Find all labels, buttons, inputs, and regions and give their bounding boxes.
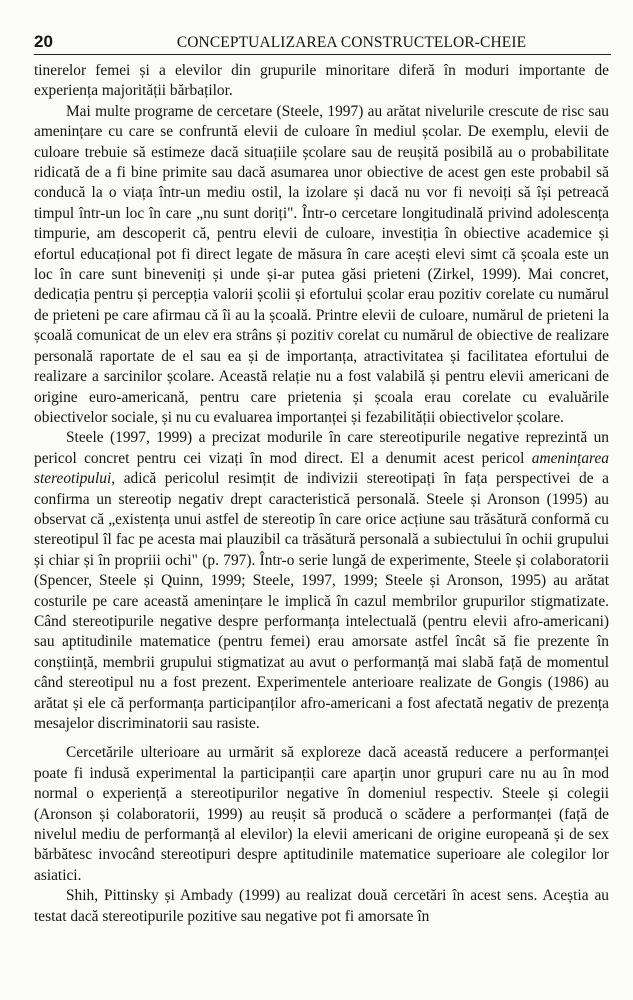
italic-term: amenințarea stereotipului (34, 449, 609, 488)
page-header (34, 30, 611, 55)
paragraph-shih-study: Shih, Pittinsky și Ambady (1999) au realizat două cercetări în acest sens. Aceștia au testat dacă stereotipurile pozitive sau negative pot fi amorsate în (34, 887, 609, 925)
body-text (34, 61, 609, 927)
running-head: CONCEPTUALIZAREA CONSTRUCTELOR-CHEIE (176, 34, 527, 51)
paragraph-risk-threat: Mai multe programe de cercetare (Steele, 1997) au arătat nivelurile crescute de risc sau amenințare cu care se confruntă elevii de culoare în mediul școlar. De exemplu, elevii de culoare trebuie să estimeze dacă situațiile școlare sau de reușită posibilă au o probabilitate ridicată de a fi bine primite sau dacă asumarea unor obiective de acest gen este probabil să conducă la o viața într-un mediu ostil, la izolare și dacă nu vor fi nevoiți să își petreacă timpul într-un loc în care „nu sunt doriți". Într-o cercetare longitudinală privind adolescența timpurie, am descoperit că, pentru elevii de culoare, investiția în obiective academice și efortul educațional pot fi direct legate de măsura în care acești elevi simt că școala este un loc în care sunt bineveniți și unde și-ar putea găsi prieteni (Zirkel, 1999). Mai concret, dedicația pentru și percepția valorii școlii și efortului școlar erau pozitiv corelate cu numărul de prieteni pe care afirmau că îi au la școală. Printre elevii de culoare, numărul de prieteni la școală comunicat de un elev era strâns și pozitiv corelat cu numărul de obiective de realizare personală raportate de el sau ea și de importanța, atractivitatea și facilitatea efortului de realizare a sarcinilor școlare. Această relație nu a fost valabilă și pentru elevii americani de origine euro-americană, pentru care prietenia și școala erau corelate cu evaluările obiectivelor sociale, și nu cu evaluarea importanței și fezabilității obiectivelor școlare. (34, 102, 609, 426)
paragraph-later-research: Cercetările ulterioare au urmărit să exploreze dacă această reducere a performanței poate fi indusă experimental la participanții care aparțin unor grupuri care nu au în mod normal o experiență a stereotipurilor negative în domeniul respectiv. Steele și colegii (Aronson și colaboratorii, 1999) au reușit să producă o scădere a performanței (față de nivelul mediu de performanță al elevilor) la elevii americani de origine europeană și de sex bărbătesc invocând stereotipuri despre aptitudinile matematice superioare ale colegilor lor asiatici. (34, 744, 609, 884)
paragraph-stereotype-threat: Steele (1997, 1999) a precizat modurile în care stereotipurile negative reprezintă un pericol concret pentru cei vizați în mod direct. El a denumit acest pericol amenințarea stereotipului, adică pericolul resimțit de indivizii stereotipați în fața perspectivei de a confirma un stereotip negativ drept caracteristică personală. Steele și Aronson (1995) au observat că „existența unui astfel de stereotip în care orice acțiune sau trăsătură conformă cu stereotipul îl fac pe acesta mai plauzibil ca trăsătură personală a subiectului în ochii grupului și chiar și în propriii ochi" (p. 797). Într-o serie lungă de experimente, Steele și colaboratorii (Spencer, Steele și Quinn, 1999; Steele, 1997, 1999; Steele și Aronson, 1995) au arătat costurile pe care această amenințare le implică în cazul membrilor grupurilor stigmatizate. Când stereotipurile negative despre performanța intelectuală (pentru elevii afro-americani) sau aptitudinile matematice (pentru femei) erau amorsate astfel încât să fie prezente în conștiință, membrii grupului stigmatizat au avut o performanță mai slabă față de momentul când stereotipul nu a fost prezent. Experimentele anterioare realizate de Gongis (1986) au arătat și ele că performanța participanților afro-americani a fost afectată negativ de prezența mesajelor discriminatorii sau rasiste. (34, 429, 609, 732)
paragraph-continued: tinerelor femei și a elevilor din grupurile minoritare diferă în moduri importante de experiența majorității bărbaților. (34, 62, 609, 100)
page-number: 20 (34, 32, 53, 51)
